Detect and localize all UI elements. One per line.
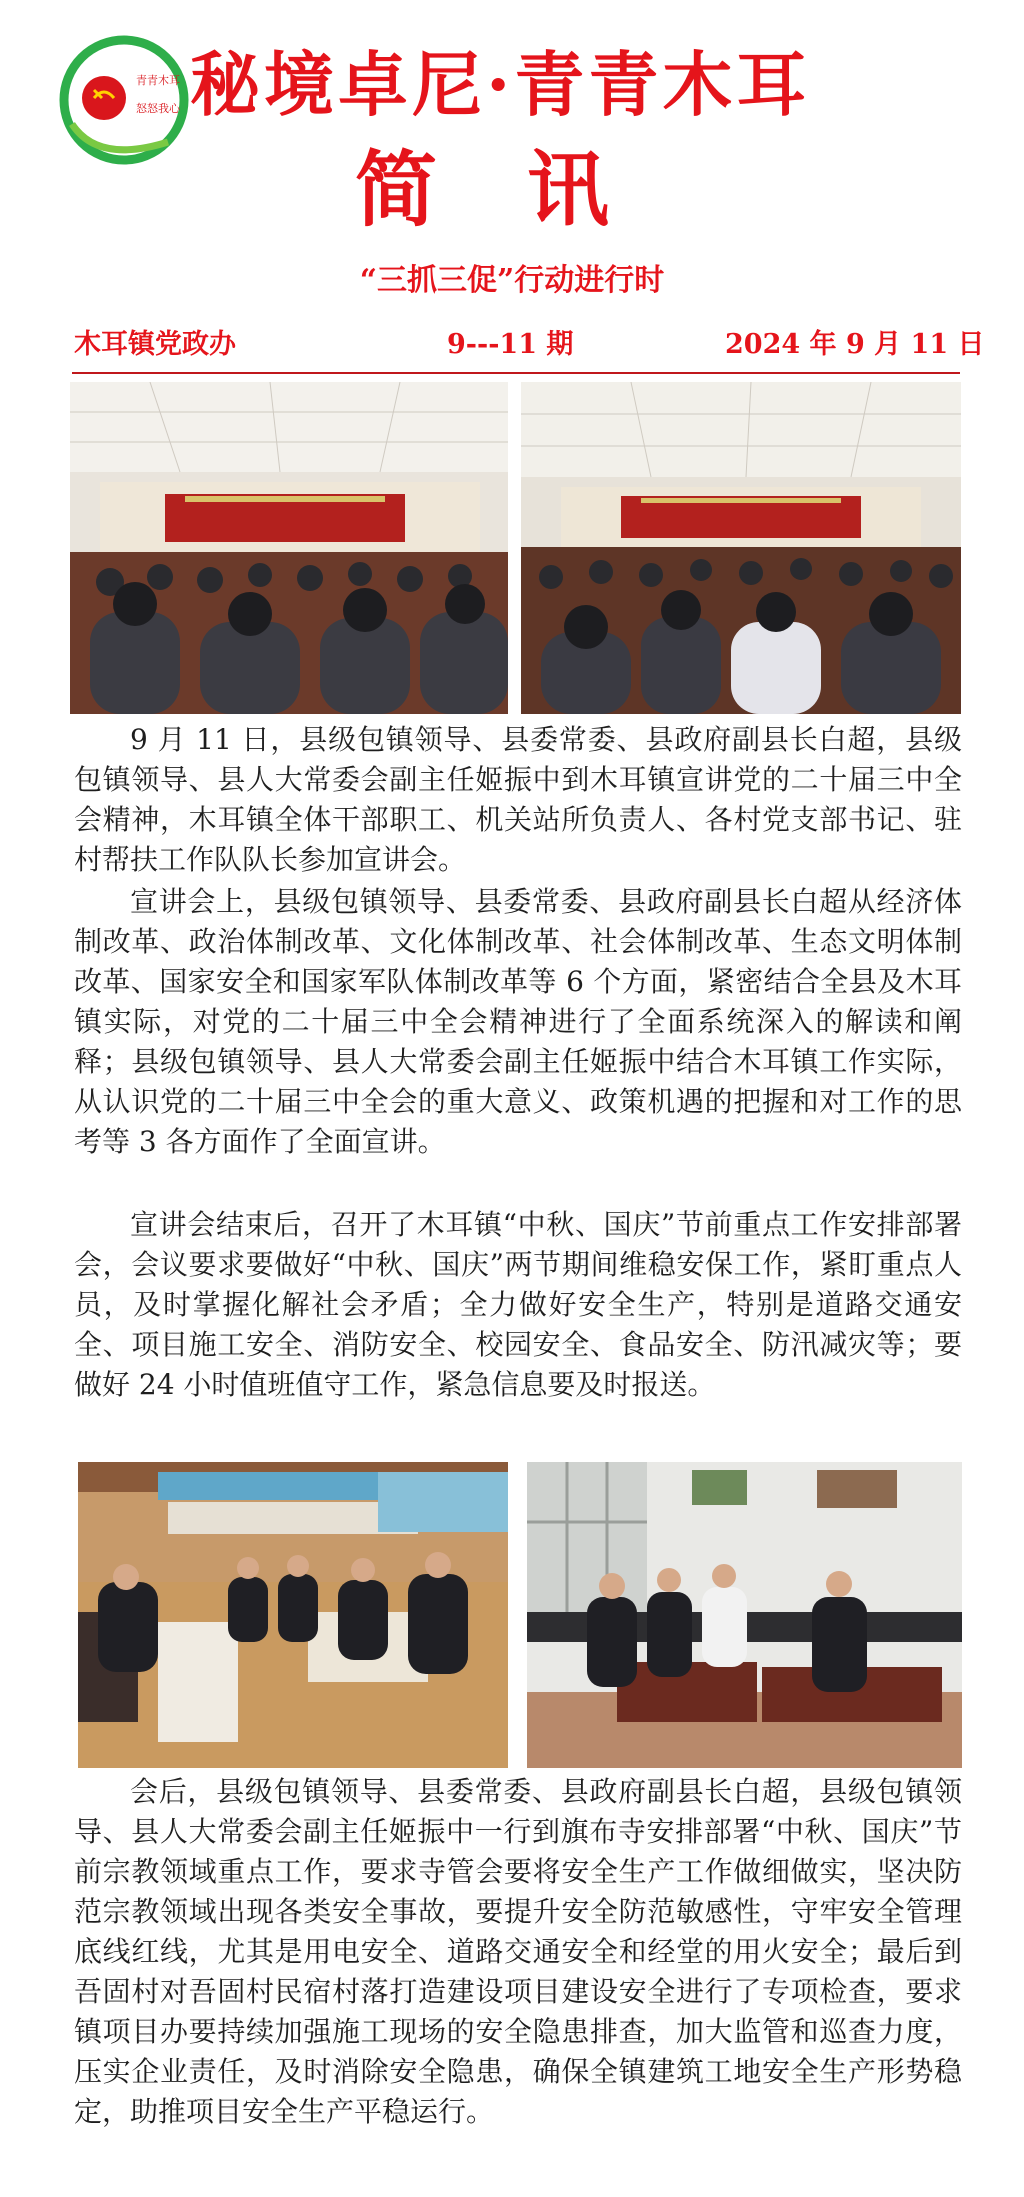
office-meeting-photo-right <box>527 1462 962 1768</box>
issue-number: 9---11 期 <box>447 329 574 360</box>
meeting-hall-photo-right <box>521 382 961 714</box>
svg-text:怒怒我心: 怒怒我心 <box>136 102 180 115</box>
reception-room-photo-left <box>78 1462 508 1768</box>
issue-date: 2024 年 9 月 11 日 <box>725 329 985 360</box>
party-logo-icon <box>58 34 190 166</box>
issuing-office: 木耳镇党政办 <box>74 329 236 360</box>
paragraph-1: 9 月 11 日，县级包镇领导、县委常委、县政府副县长白超，县级包镇领导、县人大常委会副主任姬振中到木耳镇宣讲党的二十届三中全会精神，木耳镇全体干部职工、机关站所负责人、各村党支部书记、驻村帮扶工作队队长参加宣讲会。 <box>74 723 962 876</box>
newsletter-subtitle: 简讯 <box>355 142 700 238</box>
meeting-hall-photo-left <box>70 382 508 714</box>
paragraph-2: 宣讲会上，县级包镇领导、县委常委、县政府副县长白超从经济体制改革、政治体制改革、文化体制改革、社会体制改革、生态文明体制改革、国家安全和国家军队体制改革等 6 个方面，紧密结合全县及木耳镇实际，对党的二十届三中全会精神进行了全面系统深入的解读和阐释；县级包镇领导、县人大常委会副主任姬振中结合木耳镇工作实际，从认识党的二十届三中全会的重大意义、政策机遇的把握和对工作的思考等 3 各方面作了全面宣讲。 <box>74 885 962 1158</box>
newsletter-title: 秘境卓尼·青青木耳 <box>190 43 811 126</box>
campaign-slogan: “三抓三促”行动进行时 <box>359 263 665 298</box>
svg-text:青青木耳: 青青木耳 <box>136 74 180 87</box>
header-divider <box>72 372 960 374</box>
paragraph-4: 会后，县级包镇领导、县委常委、县政府副县长白超，县级包镇领导、县人大常委会副主任姬振中一行到旗布寺安排部署“中秋、国庆”节前宗教领域重点工作，要求寺管会要将安全生产工作做细做实，坚决防范宗教领域出现各类安全事故，要提升安全防范敏感性，守牢安全管理底线红线，尤其是用电安全、道路交通安全和经堂的用火安全；最后到吾固村对吾固村民宿村落打造建设项目建设安全进行了专项检查，要求镇项目办要持续加强施工现场的安全隐患排查，加大监管和巡查力度，压实企业责任，及时消除安全隐患，确保全镇建筑工地安全生产形势稳定，助推项目安全生产平稳运行。 <box>74 1775 962 2128</box>
paragraph-3: 宣讲会结束后，召开了木耳镇“中秋、国庆”节前重点工作安排部署会，会议要求要做好“中秋、国庆”两节期间维稳安保工作，紧盯重点人员，及时掌握化解社会矛盾；全力做好安全生产，特别是道路交通安全、项目施工安全、消防安全、校园安全、食品安全、防汛减灾等；要做好 24 小时值班值守工作，紧急信息要及时报送。 <box>74 1208 962 1401</box>
